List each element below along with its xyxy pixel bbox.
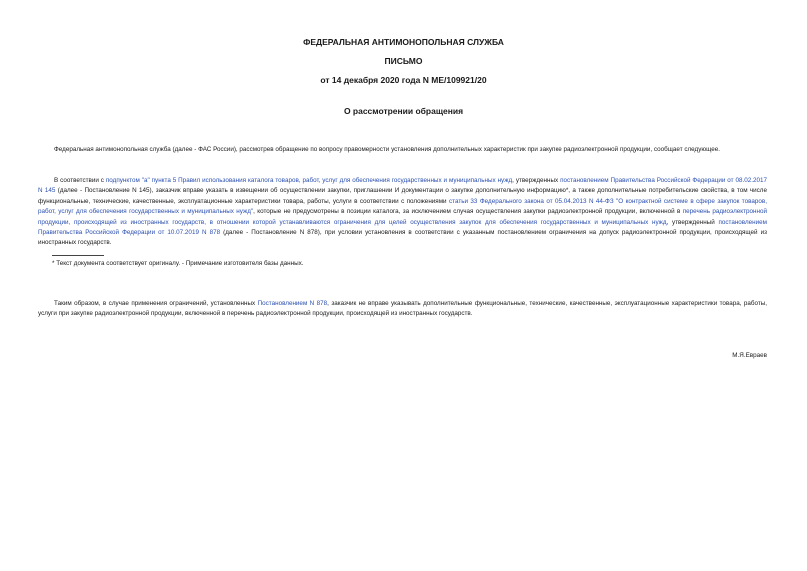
footnote-separator [52, 255, 104, 256]
main-text-6: (далее - Постановление N 878), при условии установления в соответствии с указанным постановлением ограничения на допуск радиоэлектронной продукции, происходящей из иностранных государств. [38, 229, 767, 247]
signature: М.Я.Евраев [732, 352, 767, 359]
document-date-number: от 14 декабря 2020 года N МЕ/109921/20 [320, 75, 487, 85]
resolution-145-link[interactable]: постановлением Правительства Российской Федерации от 08.02.2017 N 145 [38, 177, 767, 195]
conclusion-text-2: , заказчик не вправе указывать дополнительные функциональные, технические, качественные, эксплуатационные характеристики товара, работы, услуги при закупке радиоэлектронной продукции, включенной в перечень радиоэлектронной продукции, происходящей из иностранных государств. [38, 300, 768, 318]
main-text-3: (далее - Постановление N 145), заказчик вправе указать в извещении об осуществлении закупки, приглашении И документации о закупке дополнительную информацию*, а также дополнительные потребительские свойства, в том числе функциональные, технические, качественные, эксплуатационные характеристики товара, работы, услуги в соответствии с положениями [38, 187, 767, 205]
intro-text: Федеральная антимонопольная служба (далее - ФАС России), рассмотрев обращение по вопросу правомерности установления дополнительных характеристик при закупке радиоэлектронной продукции, сообщает следующее. [54, 146, 720, 153]
main-text-1: В соответствии с [54, 177, 106, 184]
agency-title: ФЕДЕРАЛЬНАЯ АНТИМОНОПОЛЬНАЯ СЛУЖБА [303, 37, 504, 47]
main-text-5: , утвержденный [666, 218, 719, 226]
intro-paragraph [38, 145, 767, 155]
law-44fz-link[interactable]: статьи 33 Федерального закона от 05.04.2013 N 44-ФЗ "О контрактной системе в сфере закупок товаров, работ, услуг для обеспечения государственных и муниципальных нужд" [38, 197, 767, 216]
catalog-rules-link[interactable]: подпунктом "а" пункта 5 Правил использования каталога товаров, работ, услуг для обеспечения государственных и муниципальных нужд [105, 177, 513, 184]
resolution-878-link[interactable]: постановлением Правительства Российской Федерации от 10.07.2019 N 878 [38, 218, 768, 237]
conclusion-paragraph [38, 299, 767, 320]
main-paragraph [38, 176, 767, 249]
electronics-list-link[interactable]: перечень радиоэлектронной продукции, происходящей из иностранных государств, в отношении которой устанавливаются ограничения для целей осуществления закупок для обеспечения государственных и муниципальных нужд [38, 208, 767, 226]
main-text-4: , которые не предусмотрены в позиции каталога, за исключением случая осуществления закупки радиоэлектронной продукции, включенной в [253, 208, 683, 216]
main-text-2: , утвержденных [512, 177, 561, 184]
document-type: ПИСЬМО [384, 56, 423, 66]
footnote: * Текст документа соответствует оригиналу. - Примечание изготовителя базы данных. [52, 260, 304, 267]
resolution-878-ref-link[interactable]: Постановлением N 878 [257, 300, 328, 307]
conclusion-text-1: Таким образом, в случае применения ограничений, установленных [54, 300, 258, 307]
document-subject: О рассмотрении обращения [343, 106, 464, 116]
